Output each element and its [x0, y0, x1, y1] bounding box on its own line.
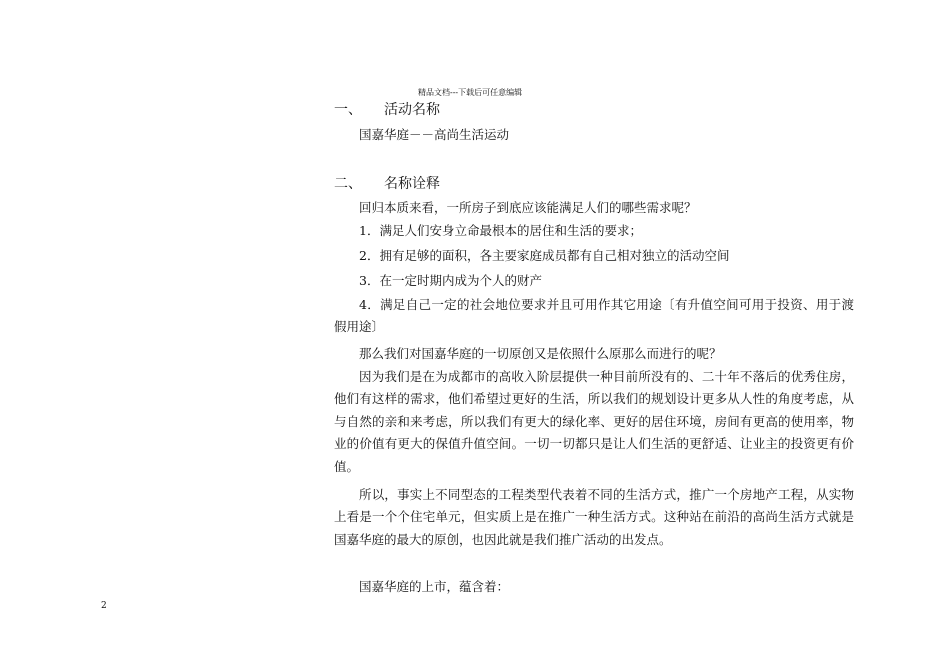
list-item-3: 3．在一定时期内成为个人的财产: [359, 273, 542, 288]
paragraph-reasoning: 因为我们是在为成都市的高收入阶层提供一种目前所没有的、二十年不落后的优秀住房，他们有这样的需求，他们希望过更好的生活，所以我们的规划设计更多从人性的角度考虑，从与自然的亲和来考虑，所以我们有更大的绿化率、更好的居住环境，房间有更高的使用率，物业的价值有更大的保值升值空间。一切一切都只是让人们生活的更舒适、让业主的投资更有价值。: [334, 369, 854, 474]
section-number: 二、: [334, 176, 362, 192]
paragraph-principle-question: 那么我们对国嘉华庭的一切原创又是依照什么原那么而进行的呢？: [359, 346, 722, 361]
list-item-4: 4．满足自己一定的社会地位要求并且可用作其它用途〔有升值空间可用于投资、用于渡假用途〕: [334, 297, 854, 335]
paragraph-launch: 国嘉华庭的上市，蕴含着：: [359, 579, 510, 594]
list-item-2: 2．拥有足够的面积，各主要家庭成员都有自己相对独立的活动空间: [359, 248, 730, 263]
section-number: 一、: [334, 102, 362, 118]
paragraph-lifestyle: 所以，事实上不同型态的工程类型代表着不同的生活方式，推广一个房地产工程，从实物上看是一个个住宅单元，但实质上是在推广一种生活方式。这种站在前沿的高尚生活方式就是国嘉华庭的最大的原创，也因此就是我们推广活动的出发点。: [334, 487, 854, 547]
page-number: 2: [101, 601, 107, 611]
section-heading-activity-name: [334, 101, 440, 119]
list-item-1: 1．满足人们安身立命最根本的居住和生活的要求；: [359, 223, 642, 238]
activity-name-text: 国嘉华庭－－高尚生活运动: [359, 127, 510, 142]
header-note: 精品文档---下载后可任意编辑: [418, 88, 523, 97]
paragraph-question: 回归本质来看，一所房子到底应该能满足人们的哪些需求呢？: [359, 200, 697, 215]
section-title: 名称诠释: [384, 176, 440, 192]
section-title: 活动名称: [384, 102, 440, 118]
section-heading-name-explanation: [334, 175, 440, 193]
